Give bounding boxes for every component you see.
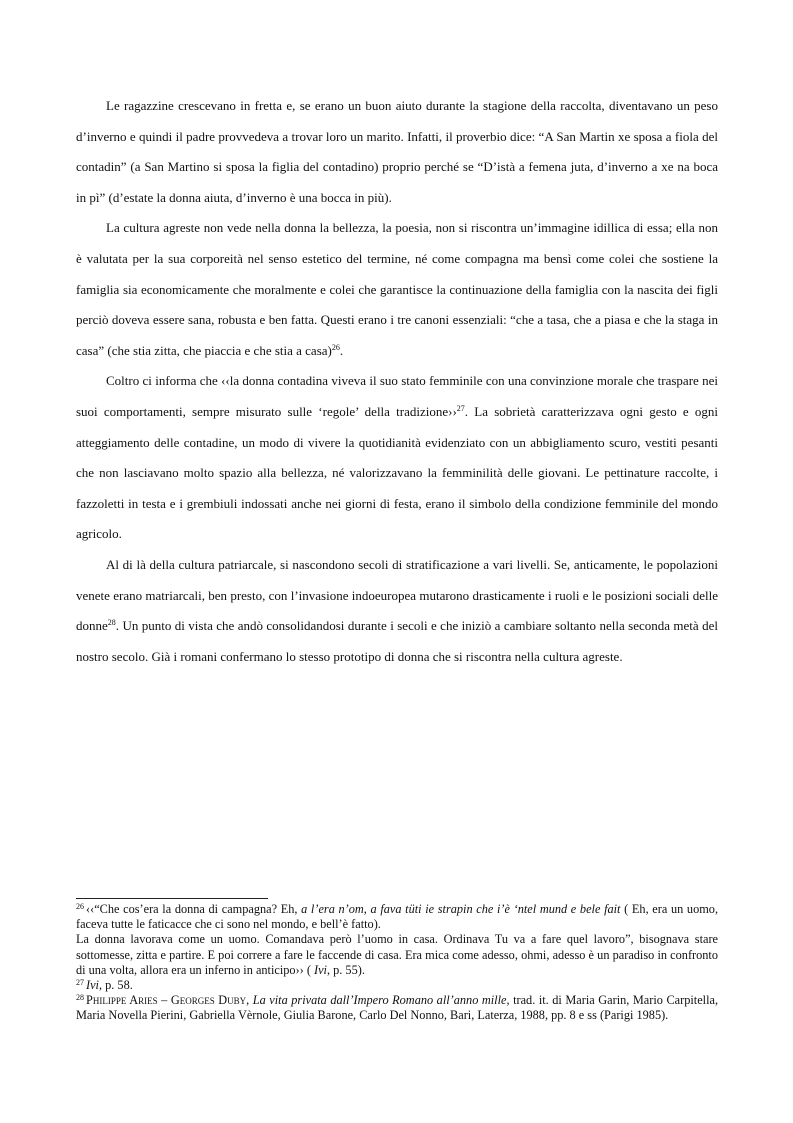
footnote-ref-28[interactable]: 28 <box>107 618 116 628</box>
footnote-26: $^{26}$ ‹‹“Che cos’era la donna di campagna? Eh, a l’era n’om, a fava tüti ie strapin che i’è ‘ntel mund e bele fait ( Eh, era un uomo, faceva tutte le faticacce che ci sono nel mondo, e bell’è fatto). <box>76 902 719 932</box>
footnote-ref-26[interactable]: 26 <box>331 342 340 352</box>
footnote-27: $^{27}$ Ivi, p. 58. <box>76 978 133 993</box>
paragraph-3: Coltro ci informa che ‹‹la donna contadina viveva il suo stato femminile con una convinzione morale che traspare nei suoi comportamenti, sempre misurato sulle ‘regole’ della tradizione››$^{27}$. La sobrietà caratterizzava ogni gesto e ogni atteggiamento delle contadine, un modo di vivere la quotidianità evidenziato con un abbigliamento scuro, vestiti pesanti che non lasciavano molto spazio alla bellezza, né valorizzavano la femminilità delle giovani. Le pettinature raccolte, i fazzoletti in testa e i grembiuli indossati anche nei giorni di festa, erano il simbolo della condizione femminile del mondo agricolo. <box>76 373 719 542</box>
footnote-26-continued: La donna lavorava come un uomo. Comandava però l’uomo in casa. Ordinava Tu va a fare quel lavoro”, bisognava stare sottomesse, zitta e partire. E poi correre a fare le faccende di casa. Era mica come adesso, ohmi, adesso è un paradiso in confronto di una volta, allora era un inferno in anticipo›› ( Ivi, p. 55). <box>76 932 718 977</box>
paragraph-2: La cultura agreste non vede nella donna la bellezza, la poesia, non si riscontra un’immagine idillica di essa; ella non è valutata per la sua corporeità nel senso estetico del termine, né come compagna ma bensì come colei che sostiene la famiglia sia economicamente che moralmente e colei che garantisce la continuazione della famiglia con la nascita dei figli perciò doveva essere sana, robusta e ben fatta. Questi erano i tre canoni essenziali: “che a tasa, che a piasa e che la staga in casa” (che stia zitta, che piaccia e che stia a casa)$^{26}$. <box>76 220 718 358</box>
footnotes <box>76 902 718 1024</box>
paragraph-1: Le ragazzine crescevano in fretta e, se erano un buon aiuto durante la stagione della raccolta, diventavano un peso d’inverno e quindi il padre provvedeva a trovar loro un marito. Infatti, il proverbio dice: “A San Martin xe sposa a fiola del contadin” (a San Martino si sposa la figlia del contadino) proprio perché se “D’istà a femena juta, d’inverno a xe na boca in pì” (d’estate la donna aiuta, d’inverno è una bocca in più). <box>76 98 718 205</box>
paragraph-4: Al di là della cultura patriarcale, si nascondono secoli di stratificazione a vari livelli. Se, anticamente, le popolazioni venete erano matriarcali, ben presto, con l’invasione indoeuropea mutarono drasticamente i ruoli e le posizioni sociali delle donne$^{28}$. Un punto di vista che andò consolidandosi durante i secoli e che iniziò a cambiare soltanto nella seconda metà del nostro secolo. Già i romani confermano lo stesso prototipo di donna che si riscontra nella cultura agreste. <box>76 556 718 664</box>
footnote-ref-27[interactable]: 27 <box>456 403 465 413</box>
body-text <box>76 91 718 672</box>
footnote-number: 28 <box>76 993 84 1003</box>
footnote-number: 27 <box>76 978 84 988</box>
footnote-number: 26 <box>76 902 84 911</box>
footnote-separator <box>76 898 268 899</box>
footnote-28: $^{28}$ Philippe Aries – Georges Duby, La vita privata dall’Impero Romano all’anno mille, trad. it. di Maria Garin, Mario Carpitella, Maria Novella Pierini, Gabriella Vèrnole, Giulia Barone, Carlo Del Nonno, Bari, Laterza, 1988, pp. 8 e ss (Parigi 1985). <box>76 993 719 1023</box>
